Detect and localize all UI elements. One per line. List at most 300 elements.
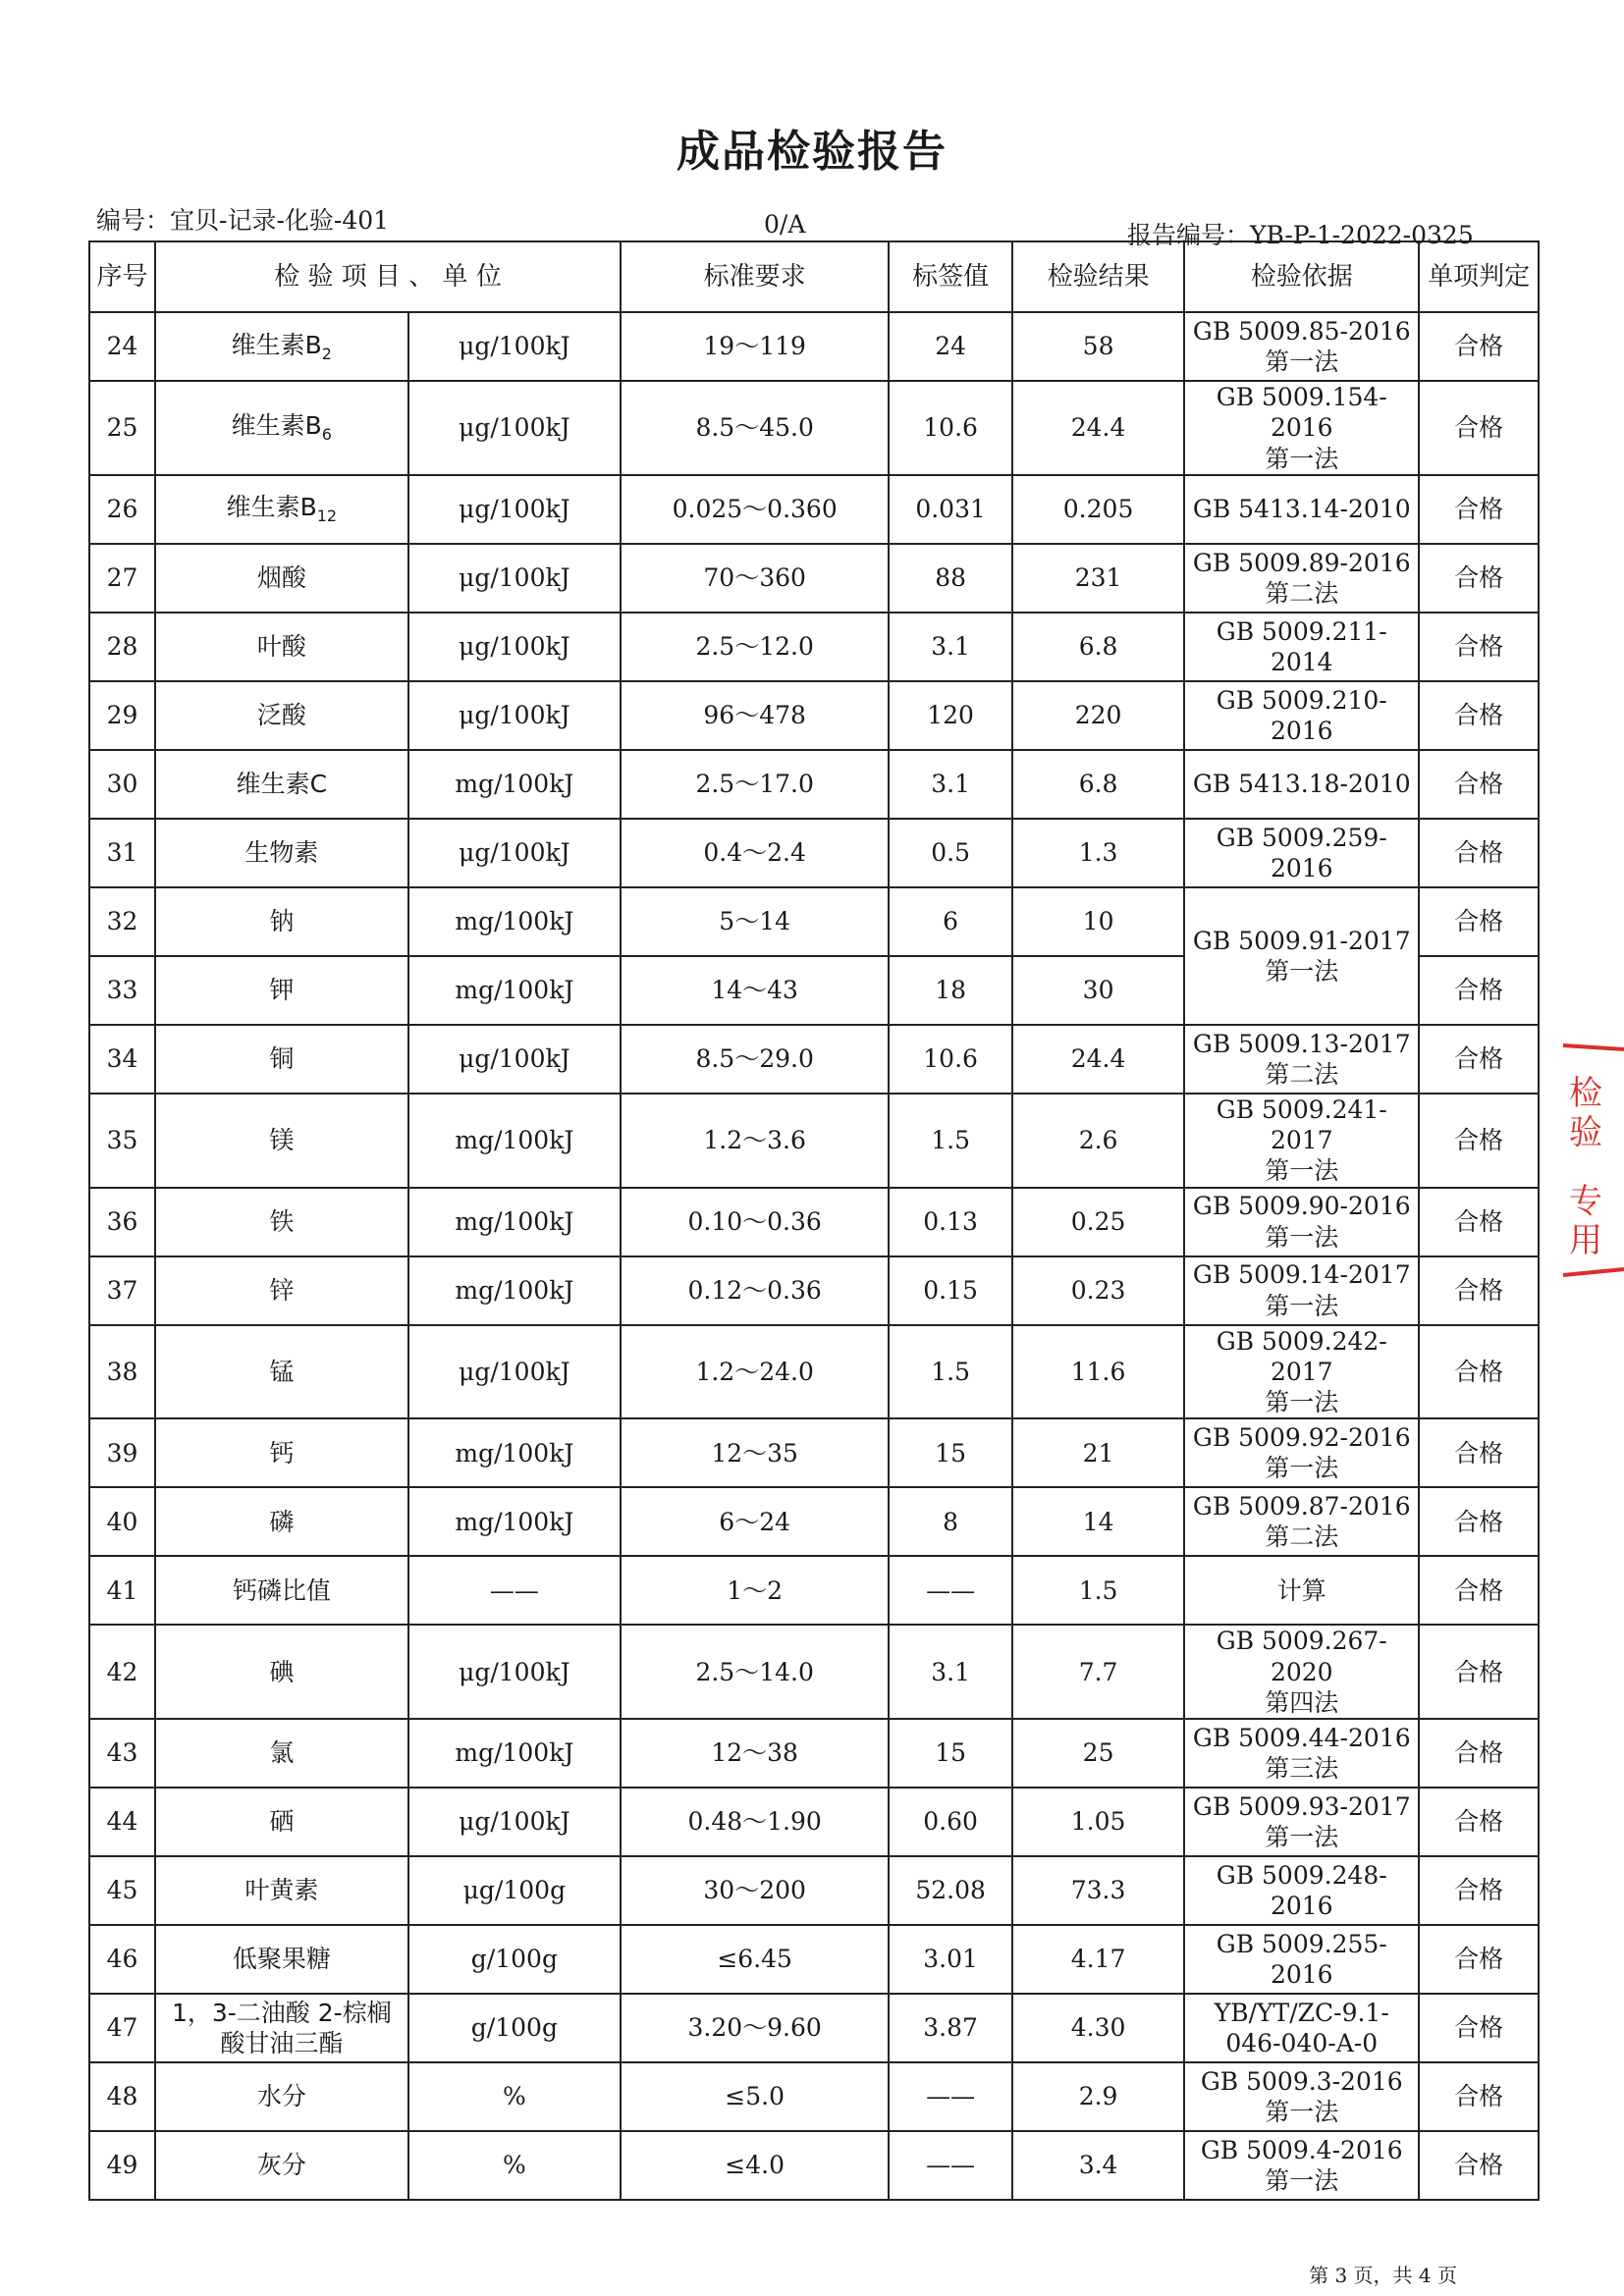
item-unit: mg/100kJ bbox=[408, 1719, 621, 1788]
item-verdict: 合格 bbox=[1419, 1625, 1539, 1719]
item-name-text: 钙 bbox=[269, 1438, 295, 1468]
test-result: 3.4 bbox=[1012, 2131, 1184, 2200]
row-number: 29 bbox=[89, 681, 155, 750]
item-name bbox=[155, 1625, 408, 1719]
basis-method: 第二法 bbox=[1265, 578, 1339, 608]
test-result: 1.5 bbox=[1012, 1556, 1184, 1625]
test-basis bbox=[1184, 1925, 1419, 1994]
page-footer: 第 3 页，共 4 页 bbox=[1309, 2264, 1457, 2287]
label-value: —— bbox=[889, 2131, 1012, 2200]
row-number: 46 bbox=[89, 1925, 155, 1994]
item-verdict: 合格 bbox=[1419, 1856, 1539, 1925]
label-value: 0.5 bbox=[889, 819, 1012, 887]
header-verdict: 单项判定 bbox=[1419, 241, 1539, 312]
test-result: 231 bbox=[1012, 544, 1184, 613]
item-unit: μg/100kJ bbox=[408, 544, 621, 613]
test-basis bbox=[1184, 1325, 1419, 1419]
item-unit: μg/100kJ bbox=[408, 1325, 621, 1419]
standard-requirement: 12～38 bbox=[621, 1719, 889, 1788]
item-name-text: 钾 bbox=[269, 976, 295, 1005]
standard-requirement: 0.10～0.36 bbox=[621, 1188, 889, 1256]
item-name-text: 水分 bbox=[256, 2082, 306, 2111]
svg-text:用: 用 bbox=[1569, 1221, 1602, 1260]
item-verdict: 合格 bbox=[1419, 750, 1539, 819]
basis-method: 第一法 bbox=[1265, 1156, 1339, 1186]
test-basis bbox=[1184, 312, 1419, 381]
item-name bbox=[155, 887, 408, 956]
test-result: 24.4 bbox=[1012, 1025, 1184, 1094]
standard-requirement: ≤4.0 bbox=[621, 2131, 889, 2200]
item-unit: μg/100g bbox=[408, 1856, 621, 1925]
item-name bbox=[155, 750, 408, 819]
item-name-text: 铜 bbox=[269, 1044, 295, 1074]
item-name-text: 1，3-二油酸 2-棕榈酸甘油三酯 bbox=[171, 1998, 392, 2057]
item-verdict: 合格 bbox=[1419, 1325, 1539, 1419]
table-row bbox=[89, 1188, 1539, 1256]
label-value: 10.6 bbox=[889, 381, 1012, 475]
table-row bbox=[89, 750, 1539, 819]
row-number: 27 bbox=[89, 544, 155, 613]
test-basis bbox=[1184, 1719, 1419, 1788]
table-row bbox=[89, 1856, 1539, 1925]
standard-requirement: 0.48～1.90 bbox=[621, 1788, 889, 1856]
row-number: 35 bbox=[89, 1094, 155, 1188]
item-name-text: 生物素 bbox=[244, 838, 319, 868]
label-value: 3.01 bbox=[889, 1925, 1012, 1994]
item-name bbox=[155, 1719, 408, 1788]
item-unit: % bbox=[408, 2062, 621, 2131]
item-name bbox=[155, 544, 408, 613]
row-number: 28 bbox=[89, 613, 155, 681]
item-name bbox=[155, 312, 408, 381]
basis-method: 第二法 bbox=[1265, 1522, 1339, 1552]
basis-standard: GB 5009.87-2016 bbox=[1192, 1492, 1411, 1521]
test-basis bbox=[1184, 1094, 1419, 1188]
item-name bbox=[155, 1925, 408, 1994]
test-result: 4.17 bbox=[1012, 1925, 1184, 1994]
item-unit: mg/100kJ bbox=[408, 1256, 621, 1325]
item-verdict: 合格 bbox=[1419, 475, 1539, 544]
row-number: 47 bbox=[89, 1994, 155, 2062]
row-number: 37 bbox=[89, 1256, 155, 1325]
test-result: 10 bbox=[1012, 887, 1184, 956]
standard-requirement: 6～24 bbox=[621, 1487, 889, 1556]
item-verdict: 合格 bbox=[1419, 544, 1539, 613]
item-name-text: 磷 bbox=[269, 1507, 295, 1536]
item-name-text: 维生素B bbox=[226, 493, 317, 522]
test-result: 25 bbox=[1012, 1719, 1184, 1788]
table-row bbox=[89, 1256, 1539, 1325]
label-value: 0.60 bbox=[889, 1788, 1012, 1856]
basis-standard: GB 5009.4-2016 bbox=[1200, 2135, 1403, 2164]
table-header-row bbox=[89, 241, 1539, 312]
standard-requirement: 2.5～17.0 bbox=[621, 750, 889, 819]
header-basis: 检验依据 bbox=[1184, 241, 1419, 312]
test-basis bbox=[1184, 381, 1419, 475]
row-number: 34 bbox=[89, 1025, 155, 1094]
test-basis bbox=[1184, 750, 1419, 819]
item-name bbox=[155, 1556, 408, 1625]
revision: 0/A bbox=[764, 210, 806, 239]
test-basis bbox=[1184, 1188, 1419, 1256]
item-name-subscript: 6 bbox=[321, 425, 332, 445]
standard-requirement: 2.5～14.0 bbox=[621, 1625, 889, 1719]
item-unit: g/100g bbox=[408, 1994, 621, 2062]
item-verdict: 合格 bbox=[1419, 312, 1539, 381]
basis-standard: GB 5009.259-2016 bbox=[1216, 823, 1387, 882]
header-result: 检验结果 bbox=[1012, 241, 1184, 312]
basis-method: 第一法 bbox=[1265, 347, 1339, 376]
item-name bbox=[155, 956, 408, 1025]
item-unit: mg/100kJ bbox=[408, 956, 621, 1025]
inspection-stamp bbox=[1561, 1036, 1624, 1281]
basis-standard: GB 5009.14-2017 bbox=[1192, 1260, 1411, 1290]
test-basis bbox=[1184, 1256, 1419, 1325]
table-row bbox=[89, 613, 1539, 681]
table-row bbox=[89, 1325, 1539, 1419]
item-verdict: 合格 bbox=[1419, 1487, 1539, 1556]
basis-standard: GB 5009.154-2016 bbox=[1216, 383, 1387, 443]
item-verdict: 合格 bbox=[1419, 887, 1539, 956]
row-number: 48 bbox=[89, 2062, 155, 2131]
label-value: 15 bbox=[889, 1719, 1012, 1788]
item-unit: —— bbox=[408, 1556, 621, 1625]
item-name bbox=[155, 1994, 408, 2062]
test-result: 0.205 bbox=[1012, 475, 1184, 544]
item-name-text: 灰分 bbox=[256, 2151, 306, 2180]
basis-standard: GB 5009.241-2017 bbox=[1216, 1095, 1387, 1154]
table-row bbox=[89, 1925, 1539, 1994]
basis-standard: GB 5413.14-2010 bbox=[1192, 495, 1411, 524]
item-unit: μg/100kJ bbox=[408, 1788, 621, 1856]
item-unit: μg/100kJ bbox=[408, 381, 621, 475]
item-unit: g/100g bbox=[408, 1925, 621, 1994]
standard-requirement: 8.5～45.0 bbox=[621, 381, 889, 475]
label-value: 1.5 bbox=[889, 1094, 1012, 1188]
row-number: 24 bbox=[89, 312, 155, 381]
standard-requirement: 0.4～2.4 bbox=[621, 819, 889, 887]
basis-method: 第一法 bbox=[1265, 956, 1339, 986]
label-value: 3.1 bbox=[889, 613, 1012, 681]
item-name bbox=[155, 2062, 408, 2131]
table-row bbox=[89, 312, 1539, 381]
standard-requirement: 2.5～12.0 bbox=[621, 613, 889, 681]
item-name bbox=[155, 613, 408, 681]
standard-requirement: 5～14 bbox=[621, 887, 889, 956]
item-verdict: 合格 bbox=[1419, 1925, 1539, 1994]
test-basis bbox=[1184, 1487, 1419, 1556]
label-value: 0.13 bbox=[889, 1188, 1012, 1256]
table-row bbox=[89, 1025, 1539, 1094]
standard-requirement: 19～119 bbox=[621, 312, 889, 381]
row-number: 43 bbox=[89, 1719, 155, 1788]
standard-requirement: 1.2～24.0 bbox=[621, 1325, 889, 1419]
label-value: 0.031 bbox=[889, 475, 1012, 544]
basis-method: 第一法 bbox=[1265, 1222, 1339, 1252]
test-basis bbox=[1184, 2131, 1419, 2200]
item-unit: μg/100kJ bbox=[408, 1625, 621, 1719]
test-basis bbox=[1184, 1025, 1419, 1094]
item-unit: μg/100kJ bbox=[408, 819, 621, 887]
row-number: 26 bbox=[89, 475, 155, 544]
table-row bbox=[89, 819, 1539, 887]
test-basis bbox=[1184, 475, 1419, 544]
label-value: 88 bbox=[889, 544, 1012, 613]
label-value: 52.08 bbox=[889, 1856, 1012, 1925]
test-result: 30 bbox=[1012, 956, 1184, 1025]
test-basis bbox=[1184, 1856, 1419, 1925]
basis-method: 第四法 bbox=[1265, 1687, 1339, 1717]
header-label-value: 标签值 bbox=[889, 241, 1012, 312]
standard-requirement: 0.025～0.360 bbox=[621, 475, 889, 544]
test-basis bbox=[1184, 887, 1419, 1025]
item-verdict: 合格 bbox=[1419, 681, 1539, 750]
test-result: 220 bbox=[1012, 681, 1184, 750]
table-row bbox=[89, 475, 1539, 544]
standard-requirement: 3.20～9.60 bbox=[621, 1994, 889, 2062]
row-number: 32 bbox=[89, 887, 155, 956]
row-number: 33 bbox=[89, 956, 155, 1025]
basis-method: 第一法 bbox=[1265, 2098, 1339, 2126]
basis-standard: GB 5009.248-2016 bbox=[1216, 1860, 1387, 1920]
table-row bbox=[89, 2131, 1539, 2200]
basis-method: 第二法 bbox=[1265, 1059, 1339, 1089]
svg-text:验: 验 bbox=[1569, 1113, 1602, 1152]
standard-requirement: 1～2 bbox=[621, 1556, 889, 1625]
label-value: 24 bbox=[889, 312, 1012, 381]
table-row bbox=[89, 2062, 1539, 2131]
label-value: 1.5 bbox=[889, 1325, 1012, 1419]
item-verdict: 合格 bbox=[1419, 381, 1539, 475]
test-result: 2.9 bbox=[1012, 2062, 1184, 2131]
item-name-text: 烟酸 bbox=[256, 563, 306, 593]
item-unit: mg/100kJ bbox=[408, 1487, 621, 1556]
row-number: 44 bbox=[89, 1788, 155, 1856]
standard-requirement: 14～43 bbox=[621, 956, 889, 1025]
basis-standard: GB 5009.90-2016 bbox=[1192, 1192, 1411, 1221]
test-result: 0.23 bbox=[1012, 1256, 1184, 1325]
item-unit: mg/100kJ bbox=[408, 1418, 621, 1487]
row-number: 42 bbox=[89, 1625, 155, 1719]
item-name-text: 叶酸 bbox=[256, 632, 306, 662]
basis-method: 第一法 bbox=[1265, 1823, 1339, 1851]
basis-standard: GB 5009.91-2017 bbox=[1192, 926, 1411, 955]
item-name bbox=[155, 1487, 408, 1556]
header-index: 序号 bbox=[89, 241, 155, 312]
table-row bbox=[89, 1487, 1539, 1556]
test-result: 14 bbox=[1012, 1487, 1184, 1556]
standard-requirement: 30～200 bbox=[621, 1856, 889, 1925]
item-unit: % bbox=[408, 2131, 621, 2200]
test-result: 1.3 bbox=[1012, 819, 1184, 887]
item-verdict: 合格 bbox=[1419, 1025, 1539, 1094]
item-name-text: 硒 bbox=[269, 1807, 295, 1837]
item-name-text: 钙磷比值 bbox=[232, 1575, 331, 1605]
item-verdict: 合格 bbox=[1419, 1418, 1539, 1487]
item-verdict: 合格 bbox=[1419, 1994, 1539, 2062]
test-result: 73.3 bbox=[1012, 1856, 1184, 1925]
test-basis bbox=[1184, 1994, 1419, 2062]
row-number: 31 bbox=[89, 819, 155, 887]
row-number: 30 bbox=[89, 750, 155, 819]
basis-standard: GB 5009.255-2016 bbox=[1216, 1929, 1387, 1989]
item-name bbox=[155, 1025, 408, 1094]
item-name bbox=[155, 1094, 408, 1188]
label-value: —— bbox=[889, 2062, 1012, 2131]
item-name-text: 维生素C bbox=[236, 770, 328, 799]
label-value: —— bbox=[889, 1556, 1012, 1625]
svg-text:专: 专 bbox=[1569, 1182, 1602, 1221]
table-row bbox=[89, 887, 1539, 956]
table-row bbox=[89, 1788, 1539, 1856]
standard-requirement: 0.12～0.36 bbox=[621, 1256, 889, 1325]
basis-standard: GB 5009.242-2017 bbox=[1216, 1326, 1387, 1386]
report-title: 成品检验报告 bbox=[677, 127, 947, 177]
table-row bbox=[89, 681, 1539, 750]
basis-standard: GB 5009.211-2014 bbox=[1216, 616, 1387, 676]
table-row bbox=[89, 1994, 1539, 2062]
test-basis bbox=[1184, 544, 1419, 613]
item-verdict: 合格 bbox=[1419, 956, 1539, 1025]
label-value: 8 bbox=[889, 1487, 1012, 1556]
item-name bbox=[155, 475, 408, 544]
item-unit: μg/100kJ bbox=[408, 613, 621, 681]
test-result: 11.6 bbox=[1012, 1325, 1184, 1419]
item-name bbox=[155, 2131, 408, 2200]
inspection-table bbox=[88, 240, 1540, 2201]
test-basis bbox=[1184, 819, 1419, 887]
basis-standard: GB 5009.267-2020 bbox=[1216, 1627, 1387, 1686]
item-name bbox=[155, 819, 408, 887]
label-value: 15 bbox=[889, 1418, 1012, 1487]
stamp-graphic bbox=[1561, 1036, 1624, 1281]
test-result: 6.8 bbox=[1012, 613, 1184, 681]
item-name bbox=[155, 1325, 408, 1419]
table-row bbox=[89, 1556, 1539, 1625]
row-number: 36 bbox=[89, 1188, 155, 1256]
standard-requirement: 8.5～29.0 bbox=[621, 1025, 889, 1094]
test-result: 24.4 bbox=[1012, 381, 1184, 475]
row-number: 39 bbox=[89, 1418, 155, 1487]
item-name-text: 氯 bbox=[269, 1738, 295, 1768]
item-unit: mg/100kJ bbox=[408, 1094, 621, 1188]
basis-standard: GB 5009.210-2016 bbox=[1216, 685, 1387, 745]
basis-standard: GB 5413.18-2010 bbox=[1192, 770, 1411, 799]
item-name bbox=[155, 381, 408, 475]
item-name-subscript: 12 bbox=[316, 507, 338, 526]
item-name bbox=[155, 1788, 408, 1856]
header-item-unit: 检 验 项 目 、 单 位 bbox=[155, 241, 621, 312]
item-verdict: 合格 bbox=[1419, 1188, 1539, 1256]
item-verdict: 合格 bbox=[1419, 1094, 1539, 1188]
item-name-text: 碘 bbox=[269, 1657, 295, 1686]
item-unit: μg/100kJ bbox=[408, 312, 621, 381]
item-name-subscript: 2 bbox=[321, 344, 332, 363]
test-basis bbox=[1184, 2062, 1419, 2131]
test-result: 4.30 bbox=[1012, 1994, 1184, 2062]
row-number: 49 bbox=[89, 2131, 155, 2200]
item-name-text: 钠 bbox=[269, 907, 295, 936]
table-row bbox=[89, 1625, 1539, 1719]
label-value: 3.1 bbox=[889, 1625, 1012, 1719]
test-result: 0.25 bbox=[1012, 1188, 1184, 1256]
table-row bbox=[89, 1719, 1539, 1788]
standard-requirement: ≤6.45 bbox=[621, 1925, 889, 1994]
item-name-text: 泛酸 bbox=[256, 701, 306, 730]
item-name-text: 锰 bbox=[269, 1357, 295, 1386]
label-value: 3.87 bbox=[889, 1994, 1012, 2062]
item-name bbox=[155, 1188, 408, 1256]
basis-method: 第三法 bbox=[1265, 1754, 1339, 1783]
table-row bbox=[89, 1418, 1539, 1487]
label-value: 120 bbox=[889, 681, 1012, 750]
test-result: 1.05 bbox=[1012, 1788, 1184, 1856]
test-basis bbox=[1184, 613, 1419, 681]
basis-standard: GB 5009.92-2016 bbox=[1192, 1423, 1411, 1452]
item-name-text: 维生素B bbox=[231, 330, 322, 359]
basis-standard: GB 5009.89-2016 bbox=[1192, 548, 1411, 577]
item-name-text: 锌 bbox=[269, 1275, 295, 1305]
basis-standard: GB 5009.13-2017 bbox=[1192, 1029, 1411, 1058]
basis-standard: GB 5009.44-2016 bbox=[1192, 1723, 1411, 1752]
row-number: 40 bbox=[89, 1487, 155, 1556]
standard-requirement: 70～360 bbox=[621, 544, 889, 613]
test-basis bbox=[1184, 681, 1419, 750]
test-result: 7.7 bbox=[1012, 1625, 1184, 1719]
item-name bbox=[155, 1256, 408, 1325]
basis-standard: YB/YT/ZC-9.1-046-040-A-0 bbox=[1214, 1998, 1389, 2057]
label-value: 6 bbox=[889, 887, 1012, 956]
item-verdict: 合格 bbox=[1419, 819, 1539, 887]
basis-standard: GB 5009.3-2016 bbox=[1200, 2066, 1403, 2096]
item-verdict: 合格 bbox=[1419, 1788, 1539, 1856]
item-verdict: 合格 bbox=[1419, 2131, 1539, 2200]
basis-standard: 计算 bbox=[1276, 1575, 1326, 1605]
report-number: 报告编号：YB-P-1-2022-0325 bbox=[1127, 221, 1474, 249]
item-verdict: 合格 bbox=[1419, 613, 1539, 681]
table-row bbox=[89, 544, 1539, 613]
item-unit: μg/100kJ bbox=[408, 681, 621, 750]
table-row bbox=[89, 381, 1539, 475]
test-result: 2.6 bbox=[1012, 1094, 1184, 1188]
standard-requirement: ≤5.0 bbox=[621, 2062, 889, 2131]
item-verdict: 合格 bbox=[1419, 1556, 1539, 1625]
basis-standard: GB 5009.85-2016 bbox=[1192, 316, 1411, 346]
item-verdict: 合格 bbox=[1419, 1256, 1539, 1325]
item-name-text: 维生素B bbox=[231, 411, 322, 441]
row-number: 38 bbox=[89, 1325, 155, 1419]
record-number: 编号：宜贝-记录-化验-401 bbox=[96, 206, 390, 235]
test-result: 6.8 bbox=[1012, 750, 1184, 819]
item-name-text: 叶黄素 bbox=[244, 1876, 319, 1905]
row-number: 41 bbox=[89, 1556, 155, 1625]
item-verdict: 合格 bbox=[1419, 2062, 1539, 2131]
test-result: 21 bbox=[1012, 1418, 1184, 1487]
svg-text:检: 检 bbox=[1569, 1074, 1602, 1113]
row-number: 25 bbox=[89, 381, 155, 475]
item-name bbox=[155, 681, 408, 750]
item-unit: mg/100kJ bbox=[408, 887, 621, 956]
basis-method: 第一法 bbox=[1265, 1291, 1339, 1320]
standard-requirement: 1.2～3.6 bbox=[621, 1094, 889, 1188]
test-basis bbox=[1184, 1556, 1419, 1625]
label-value: 0.15 bbox=[889, 1256, 1012, 1325]
item-name-text: 镁 bbox=[269, 1126, 295, 1154]
label-value: 18 bbox=[889, 956, 1012, 1025]
item-verdict: 合格 bbox=[1419, 1719, 1539, 1788]
item-unit: μg/100kJ bbox=[408, 1025, 621, 1094]
label-value: 10.6 bbox=[889, 1025, 1012, 1094]
